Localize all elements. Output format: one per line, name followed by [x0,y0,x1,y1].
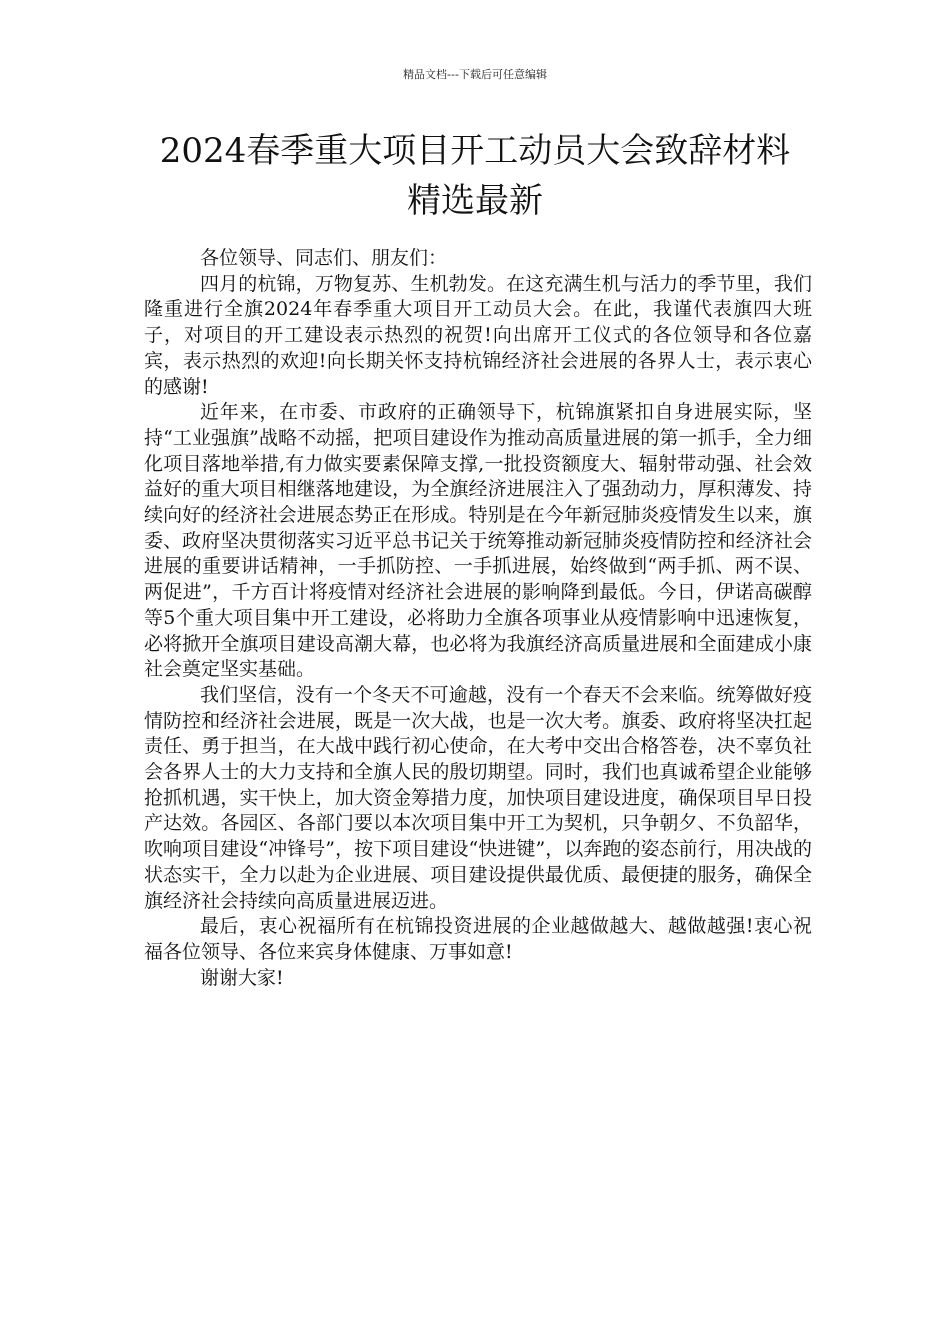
body-paragraph: 我们坚信，没有一个冬天不可逾越，没有一个春天不会来临。统筹做好疫情防控和经济社会进展，既是一次大战，也是一次大考。旗委、政府将坚决扛起责任、勇于担当，在大战中践行初心使命，在大考中交出合格答卷，决不辜负社会各界人士的大力支持和全旗人民的殷切期望。同时，我们也真诚希望企业能够抢抓机遇，实干快上，加大资金筹措力度，加快项目建设进度，确保项目早日投产达效。各园区、各部门要以本次项目集中开工为契机，只争朝夕、不负韶华，吹响项目建设“冲锋号”，按下项目建设“快进键”，以奔跑的姿态前行，用决战的状态实干，全力以赴为企业进展、项目建设提供最优质、最便捷的服务，确保全旗经济社会持续向高质量进展迈进。 [144,683,812,912]
body-paragraph: 最后，衷心祝福所有在杭锦投资进展的企业越做越大、越做越强!衷心祝福各位领导、各位来宾身体健康、万事如意! [144,915,812,963]
page-header: 精品文档---下载后可任意编辑 [403,68,547,81]
title-line-2: 精选最新 [407,181,543,221]
body-paragraph: 近年来，在市委、市政府的正确领导下，杭锦旗紧扣自身进展实际，坚持“工业强旗”战略不动摇，把项目建设作为推动高质量进展的第一抓手，全力细化项目落地举措,有力做实要素保障支撑,一批投资额度大、辐射带动强、社会效益好的重大项目相继落地建设，为全旗经济进展注入了强劲动力，厚积薄发、持续向好的经济社会进展态势正在形成。特别是在今年新冠肺炎疫情发生以来，旗委、政府坚决贯彻落实习近平总书记关于统筹推动新冠肺炎疫情防控和经济社会进展的重要讲话精神，一手抓防控、一手抓进展，始终做到“两手抓、两不误、两促进”，千方百计将疫情对经济社会进展的影响降到最低。今日，伊诺高碳醇等5个重大项目集中开工建设，必将助力全旗各项事业从疫情影响中迅速恢复，必将掀开全旗项目建设高潮大幕，也必将为我旗经济高质量进展和全面建成小康社会奠定坚实基础。 [144,401,812,681]
title-line-1: 2024春季重大项目开工动员大会致辞材料 [159,131,791,171]
salutation: 各位领导、同志们、朋友们： [200,247,448,269]
closing: 谢谢大家! [200,966,284,989]
body-paragraph: 四月的杭锦，万物复苏、生机勃发。在这充满生机与活力的季节里，我们隆重进行全旗2024年春季重大项目开工动员大会。在此，我谨代表旗四大班子，对项目的开工建设表示热烈的祝贺!向出席开工仪式的各位领导和各位嘉宾，表示热烈的欢迎!向长期关怀支持杭锦经济社会进展的各界人士，表示衷心的感谢! [144,272,812,398]
document-title [100,126,850,226]
document-body [144,246,812,991]
